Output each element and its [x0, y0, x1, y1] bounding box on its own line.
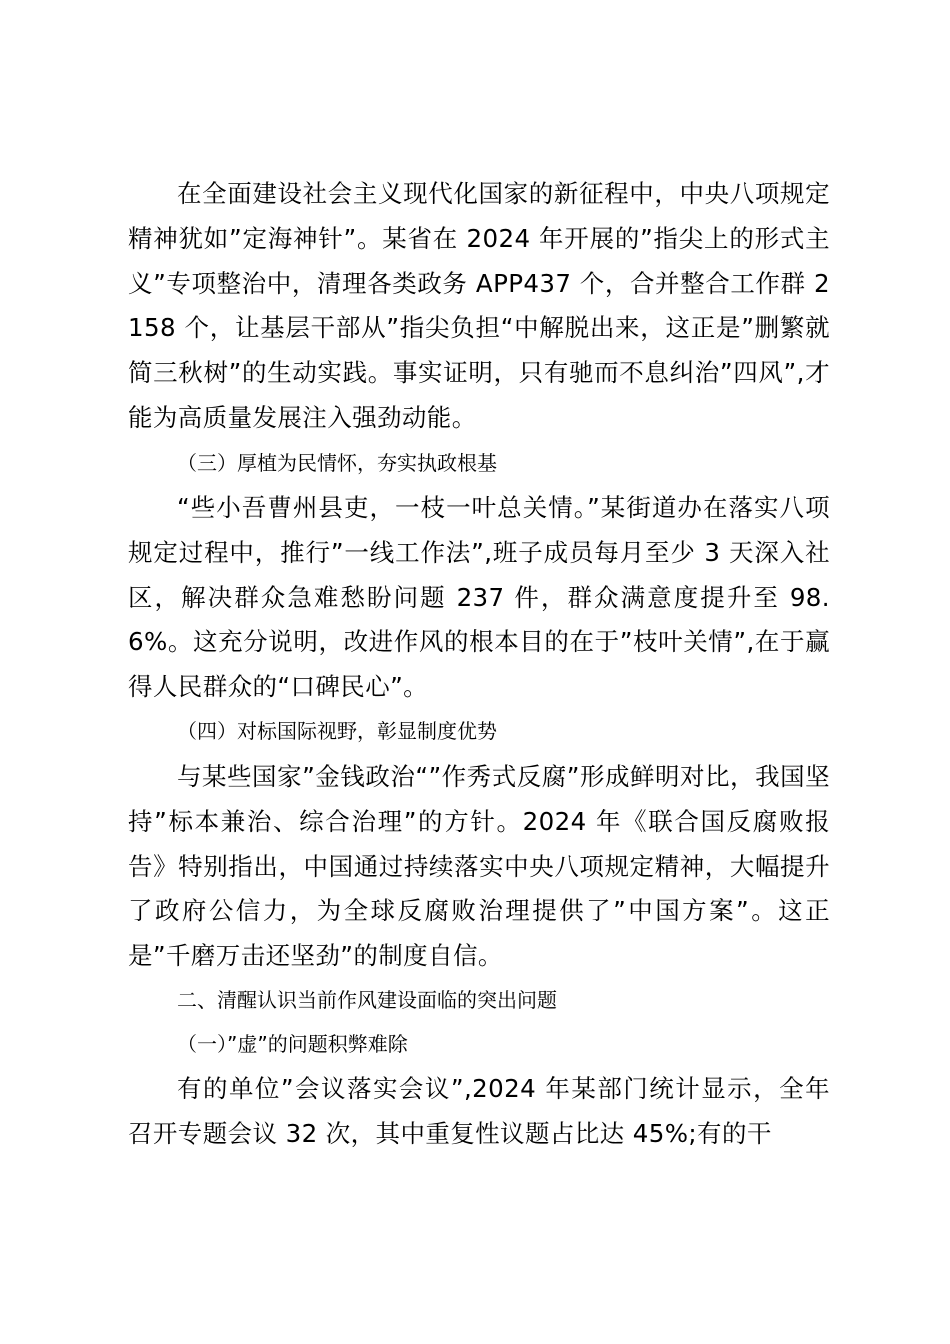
heading-section-three: （三）厚植为民情怀，夯实执政根基 — [177, 451, 497, 475]
heading-sub-one: （一）”虚”的问题积弊难除 — [177, 1032, 408, 1056]
paragraph-international: 与某些国家”金钱政治“”作秀式反腐”形成鲜明对比，我国坚持”标本兼治、综合治理”的方针。2024 年《联合国反腐败报告》特别指出，中国通过持续落实中央八项规定精神，大幅提升了政府公信力，为全球反腐败治理提供了”中国方案”。这正是”千磨万击还坚劲”的制度自信。 — [128, 762, 830, 971]
paragraph-new-journey: 在全面建设社会主义现代化国家的新征程中，中央八项规定精神犹如”定海神针”。某省在 2024 年开展的”指尖上的形式主义”专项整治中，清理各类政务 APP437 个，合并整合工作群 2158 个，让基层干部从”指尖负担“中解脱出来，这正是”删繁就简三秋树”的生动实践。事实证明，只有驰而不息纠治”四风”,才能为高质量发展注入强劲动能。 — [128, 179, 830, 432]
heading-section-four: （四）对标国际视野，彰显制度优势 — [177, 719, 497, 743]
paragraph-street-office: “些小吾曹州县吏，一枝一叶总关情。”某街道办在落实八项规定过程中，推行”一线工作法”,班子成员每月至少 3 天深入社区，解决群众急难愁盼问题 237 件，群众满意度提升至 98.6%。这充分说明，改进作风的根本目的在于”枝叶关情”,在于赢得人民群众的“口碑民心”。 — [128, 493, 830, 702]
heading-part-two: 二、清醒认识当前作风建设面临的突出问题 — [177, 988, 557, 1012]
paragraph-meetings: 有的单位”会议落实会议”,2024 年某部门统计显示，全年召开专题会议 32 次，其中重复性议题占比达 45%;有的干 — [128, 1074, 830, 1148]
